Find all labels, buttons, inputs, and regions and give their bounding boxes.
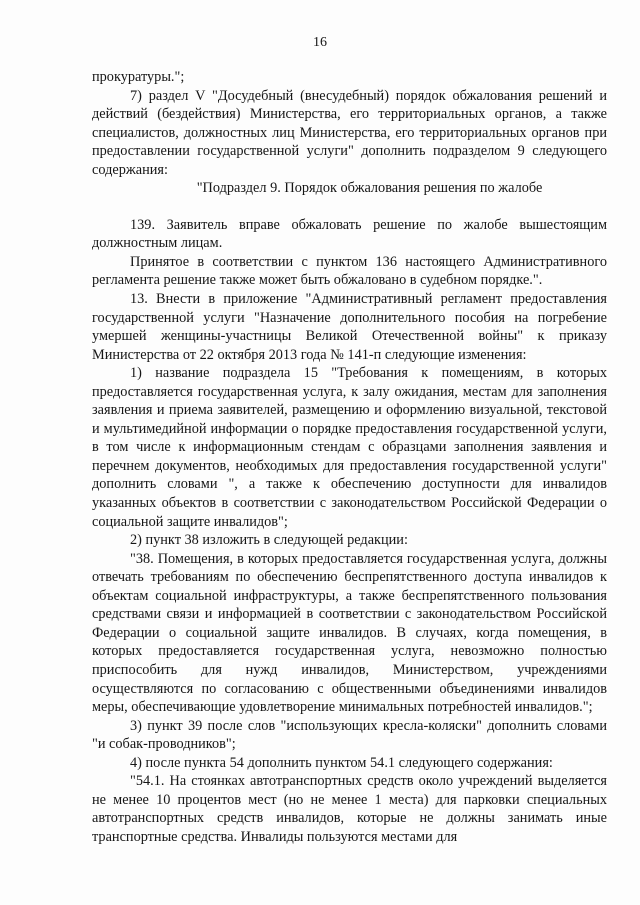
- paragraph-change-4: 4) после пункта 54 дополнить пунктом 54.1 следующего содержания:: [130, 754, 553, 771]
- paragraph-continuation: прокуратуры.";: [92, 69, 185, 85]
- paragraph-change-3: 3) пункт 39 после слов "использующих кресла-коляски" дополнить словами "и собак-проводников";: [92, 717, 607, 753]
- paragraph-point-54-1: "54.1. На стоянках автотранспортных средств около учреждений выделяется не менее 10 процентов мест (но не менее 1 места) для парковки специальных автотранспортных средств инвалидов, которые не должны занимать иные транспортные средства. Инвалиды пользуются местами для: [92, 773, 607, 845]
- subsection-heading: "Подраздел 9. Порядок обжалования решения по жалобе: [196, 180, 543, 197]
- paragraph-change-2: 2) пункт 38 изложить в следующей редакции:: [130, 532, 408, 549]
- page-number: 16: [313, 35, 327, 50]
- paragraph-item-13: 13. Внести в приложение "Административный регламент предоставления государственной услуги "Назначение дополнительного пособия на погребение умершей женщины-участницы Великой Отечественной войны" к приказу Министерства от 22 октября 2013 года № 141-п следующие изменения:: [92, 291, 607, 363]
- paragraph-item-7: 7) раздел V "Досудебный (внесудебный) порядок обжалования решений и действий (бездействия) Министерства, его территориальных органов, а также специалистов, должностных лиц Министерства, его территориальных органов при предоставлении государственной услуги" дополнить подразделом 9 следующего содержания:: [92, 87, 607, 178]
- document-body: [92, 68, 607, 846]
- paragraph-appeal-court: Принятое в соответствии с пунктом 136 настоящего Административного регламента решение также может быть обжаловано в судебном порядке.".: [92, 253, 607, 289]
- paragraph-change-1: 1) название подраздела 15 "Требования к помещениям, в которых предоставляется государственная услуга, к залу ожидания, местам для заполнения заявления и приема заявителей, размещению и оформлению визуальной, текстовой и мультимедийной информации о порядке предоставления государственной услуги, в том числе к информационным стендам с образцами заполнения заявления и перечнем документов, необходимых для предоставления государственной услуги" дополнить словами ", а также к обеспечению доступности для инвалидов указанных объектов в соответствии с законодательством Российской Федерации о социальной защите инвалидов";: [92, 365, 607, 530]
- paragraph-point-38: "38. Помещения, в которых предоставляется государственная услуга, должны отвечать требованиям по обеспечению беспрепятственного доступа инвалидов к объектам социальной инфраструктуры, а также беспрепятственного пользования средствами связи и информацией в соответствии с законодательством Российской Федерации о социальной защите инвалидов. В случаях, когда помещения, в которых предоставляется государственная услуга, невозможно полностью приспособить для нужд инвалидов, Министерством, учреждениями осуществляются по согласованию с общественными объединениями инвалидов меры, обеспечивающие удовлетворение минимальных потребностей инвалидов.";: [92, 550, 607, 716]
- paragraph-139: 139. Заявитель вправе обжаловать решение по жалобе вышестоящим должностным лицам.: [92, 216, 607, 252]
